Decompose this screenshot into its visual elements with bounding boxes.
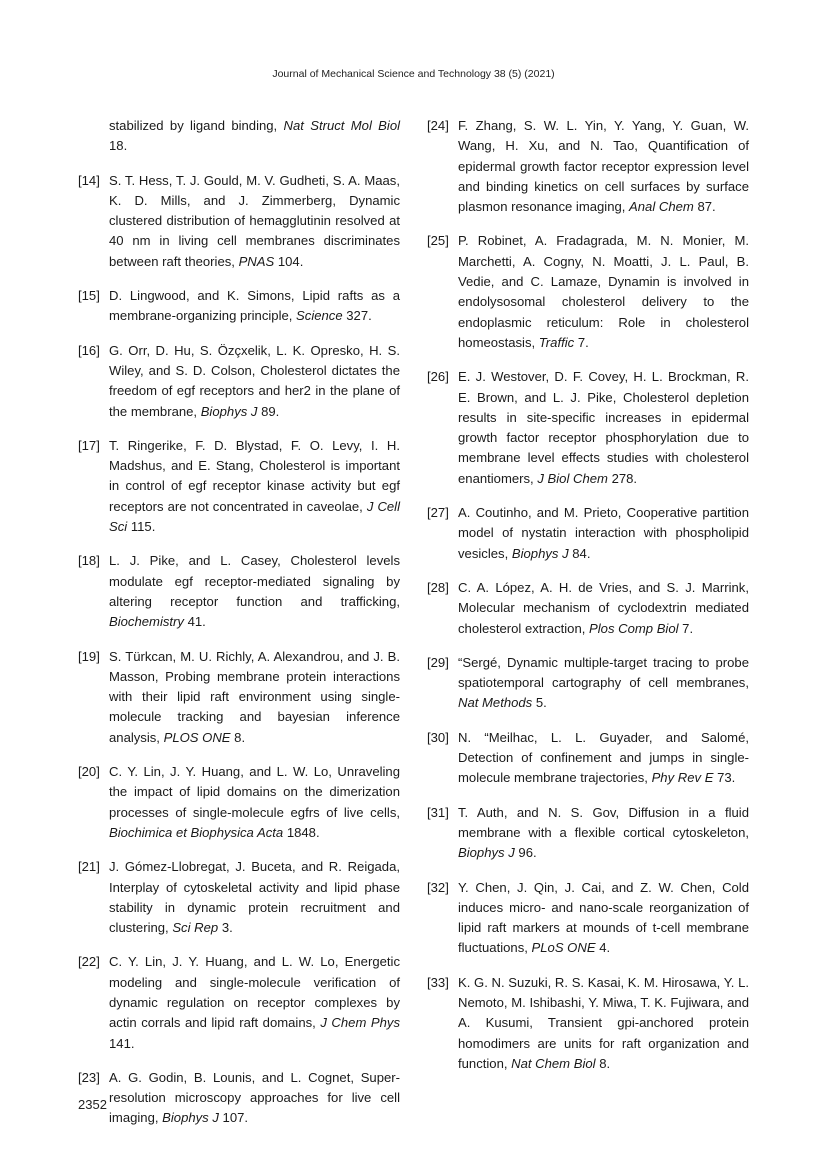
reference-number: [32] bbox=[427, 879, 449, 895]
reference-entry bbox=[78, 286, 400, 327]
reference-journal: Biophys J bbox=[162, 1110, 219, 1126]
reference-journal: Biochimica et Biophysica Acta bbox=[109, 824, 284, 840]
reference-number: [27] bbox=[427, 505, 449, 521]
reference-volume: 4. bbox=[595, 940, 611, 956]
reference-journal: Phy Rev E bbox=[651, 770, 714, 786]
reference-number: [31] bbox=[427, 804, 449, 820]
reference-volume: 115. bbox=[127, 519, 156, 535]
reference-journal: PLoS ONE bbox=[531, 940, 596, 956]
reference-entry bbox=[427, 116, 749, 217]
reference-text: F. Zhang, S. W. L. Yin, Y. Yang, Y. Guan, W. Wang, H. Xu, and N. Tao, Quantification of epidermal growth factor receptor expression level and binding kinetics on cell surfaces by surface plasmon resonance imaging, bbox=[458, 118, 749, 215]
reference-number: [29] bbox=[427, 654, 449, 670]
reference-text: T. Ringerike, F. D. Blystad, F. O. Levy, I. H. Madshus, and E. Stang, Cholesterol is important in control of egf receptor kinase activity but egf receptors are not concentrated in caveolae, bbox=[109, 437, 400, 514]
reference-volume: 7. bbox=[678, 620, 694, 636]
reference-volume: 41. bbox=[183, 614, 206, 630]
reference-volume: 73. bbox=[713, 770, 736, 786]
reference-journal: Sci Rep bbox=[172, 920, 219, 936]
reference-entry bbox=[78, 857, 400, 938]
reference-journal: Biophys J bbox=[200, 403, 258, 419]
reference-number: [20] bbox=[78, 764, 100, 780]
reference-text: A. G. Godin, B. Lounis, and L. Cognet, Super-resolution microscopy approaches for live cell imaging, bbox=[109, 1069, 400, 1126]
reference-number: [14] bbox=[78, 172, 100, 188]
reference-number: [22] bbox=[78, 954, 100, 970]
reference-volume: 327. bbox=[342, 308, 372, 324]
reference-entry bbox=[78, 1068, 400, 1129]
reference-number: [25] bbox=[427, 233, 449, 249]
reference-journal: Anal Chem bbox=[629, 199, 694, 215]
reference-volume: 8. bbox=[230, 729, 246, 745]
reference-text: D. Lingwood, and K. Simons, Lipid rafts as a membrane-organizing principle, bbox=[109, 288, 400, 324]
reference-entry bbox=[78, 762, 400, 843]
reference-journal: Biophys J bbox=[458, 845, 515, 861]
reference-entry bbox=[427, 367, 749, 489]
reference-text: stabilized by ligand binding, bbox=[109, 118, 284, 133]
reference-entry bbox=[427, 503, 749, 564]
reference-number: [19] bbox=[78, 648, 100, 664]
reference-text: J. Gómez-Llobregat, J. Buceta, and R. Reigada, Interplay of cytoskeletal activity and lipid phase stability in dynamic protein recruitment and clustering, bbox=[109, 859, 400, 936]
reference-text: G. Orr, D. Hu, S. Özçxelik, L. K. Opresko, H. S. Wiley, and S. D. Colson, Cholesterol dictates the freedom of egf receptors and her2 in the plane of the membrane, bbox=[109, 342, 400, 419]
reference-volume: 141. bbox=[109, 1035, 135, 1051]
reference-text: Y. Chen, J. Qin, J. Cai, and Z. W. Chen, Cold induces micro- and nano-scale reorganization of lipid raft markers at mounds of t-cell membrane fluctuations, bbox=[458, 879, 749, 956]
reference-entry bbox=[427, 728, 749, 789]
reference-text: C. Y. Lin, J. Y. Huang, and L. W. Lo, Energetic modeling and single-molecule verification of dynamic regulation on receptor complexes by actin corrals and lipid raft domains, bbox=[109, 954, 400, 1031]
reference-volume: 107. bbox=[218, 1110, 249, 1126]
reference-number: [15] bbox=[78, 288, 100, 304]
reference-entry bbox=[78, 647, 400, 748]
reference-text: N. “Meilhac, L. L. Guyader, and Salomé, Detection of confinement and jumps in single-molecule membrane trajectories, bbox=[458, 729, 749, 786]
reference-number: [24] bbox=[427, 118, 449, 133]
reference-number: [33] bbox=[427, 974, 449, 990]
reference-text: “Sergé, Dynamic multiple-target tracing to probe spatiotemporal cartography of cell membranes, bbox=[458, 654, 749, 691]
reference-journal: Plos Comp Biol bbox=[589, 620, 679, 636]
reference-entry bbox=[78, 171, 400, 272]
reference-text: S. Türkcan, M. U. Richly, A. Alexandrou, and J. B. Masson, Probing membrane protein interactions with their lipid raft environment using single-molecule tracking and bayesian inference analysis, bbox=[109, 648, 400, 745]
reference-entry bbox=[427, 578, 749, 639]
reference-entry bbox=[78, 952, 400, 1053]
reference-journal: Nat Chem Biol bbox=[511, 1055, 596, 1071]
reference-entry bbox=[78, 551, 400, 632]
reference-volume: 89. bbox=[257, 403, 280, 419]
reference-volume: 7. bbox=[574, 334, 589, 350]
reference-entry bbox=[427, 803, 749, 864]
reference-volume: 87. bbox=[693, 199, 716, 215]
reference-entry bbox=[427, 653, 749, 714]
reference-journal: J Chem Phys bbox=[320, 1015, 400, 1031]
reference-text: L. J. Pike, and L. Casey, Cholesterol levels modulate egf receptor-mediated signaling by altering receptor function and trafficking, bbox=[109, 553, 400, 609]
reference-journal: PLOS ONE bbox=[163, 729, 231, 745]
reference-number: [23] bbox=[78, 1069, 100, 1085]
reference-column-right bbox=[427, 116, 749, 1088]
reference-journal: J Cell Sci bbox=[109, 498, 400, 535]
reference-journal: Nat Struct Mol Biol bbox=[283, 118, 401, 133]
reference-volume: 3. bbox=[218, 920, 233, 936]
reference-volume: 8. bbox=[595, 1055, 611, 1071]
reference-number: [21] bbox=[78, 859, 100, 875]
reference-text: P. Robinet, A. Fradagrada, M. N. Monier, M. Marchetti, A. Cogny, N. Moatti, J. L. Paul, B. Vedie, and C. Lamaze, Dynamin is involved in endolysosomal cholesterol delivery to the endoplasmic reticulum: Role in cholesterol homeostasis, bbox=[458, 233, 749, 350]
reference-journal: Nat Methods bbox=[458, 695, 533, 711]
reference-entry bbox=[78, 341, 400, 422]
page-number: 2352 bbox=[78, 1097, 107, 1112]
reference-entry bbox=[78, 436, 400, 537]
reference-text: E. J. Westover, D. F. Covey, H. L. Brockman, R. E. Brown, and L. J. Pike, Cholesterol depletion results in site-specific increases in epidermal growth factor receptor phosphorylation due to membrane level effects studies with cholesterol enantiomers, bbox=[458, 369, 749, 486]
reference-volume: 96. bbox=[514, 845, 537, 861]
reference-journal: J Biol Chem bbox=[537, 470, 608, 486]
running-head: Journal of Mechanical Science and Technology 38 (5) (2021) bbox=[272, 68, 555, 80]
reference-number: [28] bbox=[427, 579, 449, 595]
reference-volume: 1848. bbox=[283, 824, 320, 840]
reference-volume: 278. bbox=[607, 470, 638, 486]
reference-entry bbox=[427, 878, 749, 959]
reference-number: [18] bbox=[78, 553, 100, 569]
reference-volume: 5. bbox=[532, 695, 547, 711]
reference-text: C. A. López, A. H. de Vries, and S. J. Marrink, Molecular mechanism of cyclodextrin mediated cholesterol extraction, bbox=[458, 579, 749, 636]
reference-text: T. Auth, and N. S. Gov, Diffusion in a fluid membrane with a flexible cortical cytoskeleton, bbox=[458, 804, 749, 840]
reference-journal: Biochemistry bbox=[109, 614, 184, 630]
reference-journal: PNAS bbox=[238, 253, 275, 269]
reference-volume: 84. bbox=[568, 545, 591, 561]
reference-text: S. T. Hess, T. J. Gould, M. V. Gudheti, S. A. Maas, K. D. Mills, and J. Zimmerberg, Dynamic clustered distribution of hemagglutinin resolved at 40 nm in living cell membranes discriminates between raft theories, bbox=[109, 172, 400, 269]
reference-journal: Science bbox=[296, 308, 343, 324]
reference-column-left bbox=[78, 116, 400, 1143]
reference-number: [16] bbox=[78, 342, 100, 358]
reference-journal: Traffic bbox=[538, 334, 575, 350]
reference-number: [17] bbox=[78, 437, 100, 453]
reference-volume: 18. bbox=[109, 138, 128, 154]
reference-volume: 104. bbox=[274, 253, 304, 269]
reference-text: A. Coutinho, and M. Prieto, Cooperative partition model of nystatin interaction with phospholipid vesicles, bbox=[458, 505, 749, 561]
reference-number: [30] bbox=[427, 729, 449, 745]
reference-number: [26] bbox=[427, 369, 449, 385]
reference-journal: Biophys J bbox=[511, 545, 569, 561]
reference-entry bbox=[427, 231, 749, 353]
reference-entry bbox=[427, 973, 749, 1074]
reference-text: C. Y. Lin, J. Y. Huang, and L. W. Lo, Unraveling the impact of lipid domains on the dimerization processes of single-molecule egfrs of live cells, bbox=[109, 764, 400, 820]
reference-text: K. G. N. Suzuki, R. S. Kasai, K. M. Hirosawa, Y. L. Nemoto, M. Ishibashi, Y. Miwa, T. K. Fujiwara, and A. Kusumi, Transient gpi-anchored protein homodimers are units for raft organization and function, bbox=[458, 974, 749, 1071]
reference-entry bbox=[78, 116, 400, 157]
